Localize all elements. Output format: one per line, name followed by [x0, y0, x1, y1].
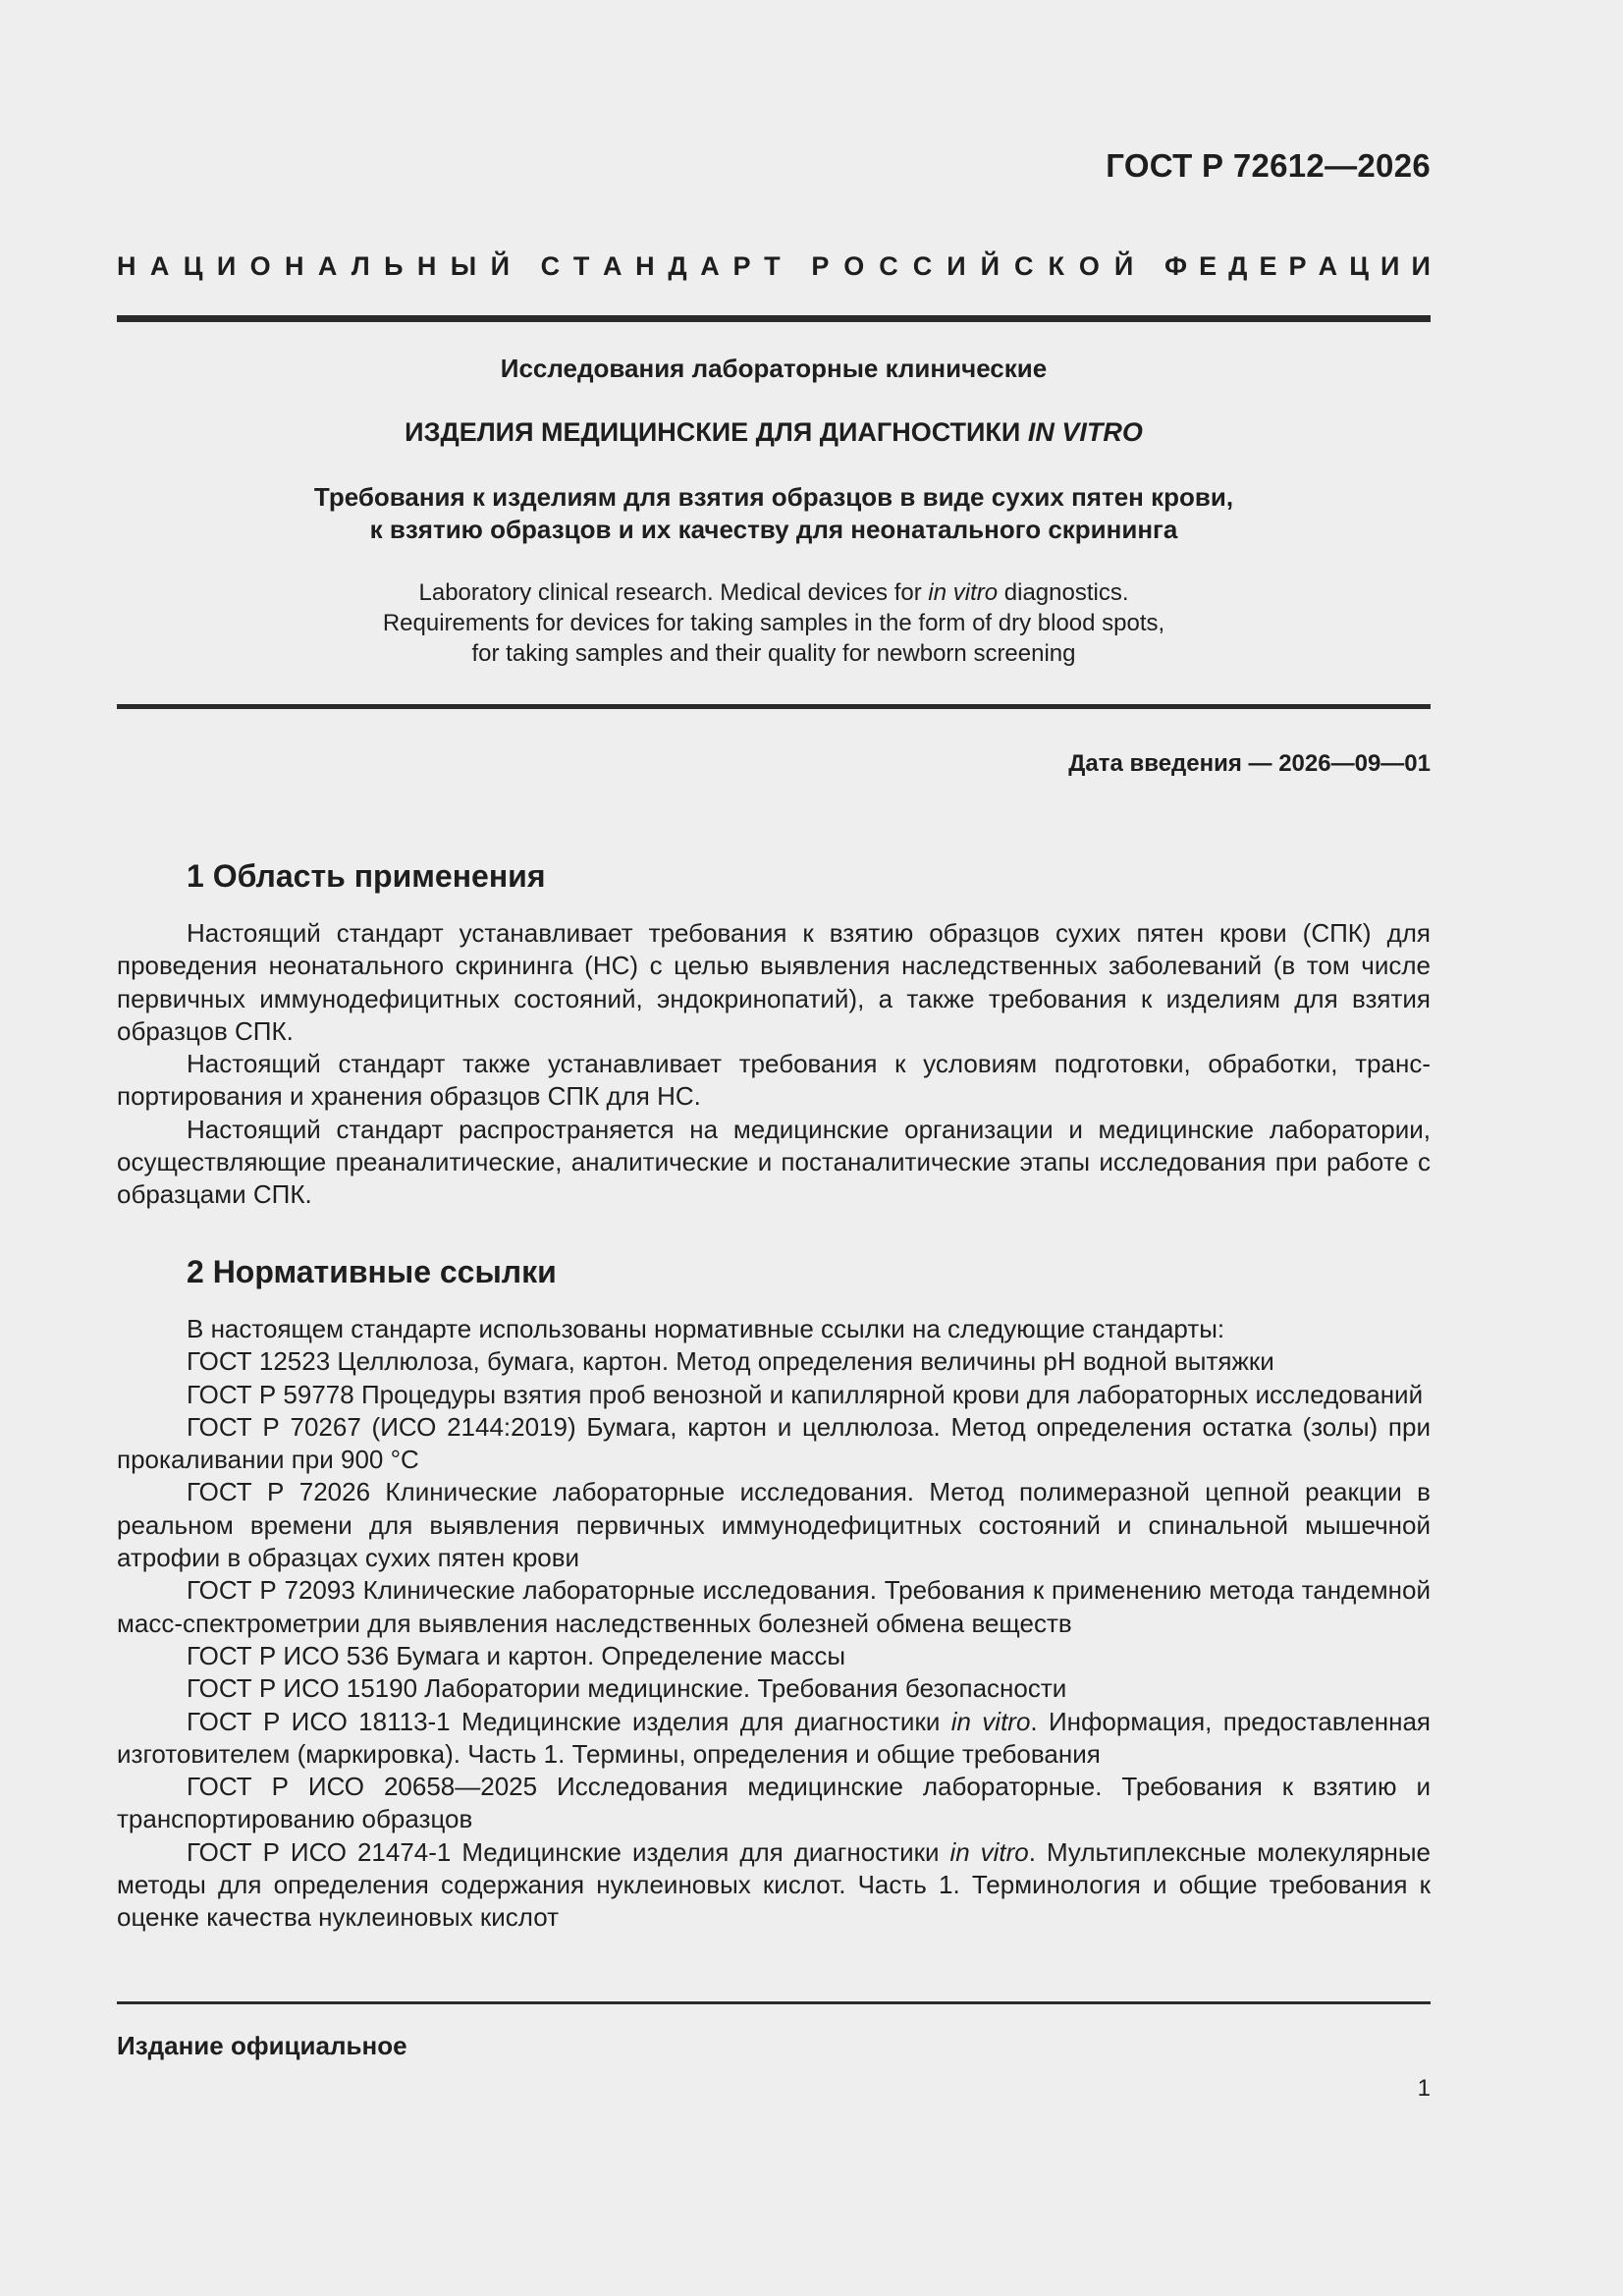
english-title-line-3: for taking samples and their quality for newborn screening — [471, 640, 1076, 667]
reference-item: ГОСТ Р 70267 (ИСО 2144:2019) Бумага, картон и целлюлоза. Метод определения остатка (золы) при прокаливании при 900 °С — [117, 1411, 1431, 1475]
page-number: 1 — [1417, 2075, 1431, 2102]
title-line-2 — [117, 417, 1431, 448]
banner-letter: С — [1013, 251, 1034, 281]
banner-letter: Д — [1228, 251, 1248, 281]
section-2-body — [117, 1313, 1431, 1935]
english-title — [117, 577, 1431, 669]
section-2-heading: 2 Нормативные ссылки — [187, 1254, 557, 1289]
reference-item: ГОСТ Р 59778 Процедуры взятия проб венозной и капиллярной крови для лабораторных исследований — [187, 1379, 1424, 1409]
reference-item-suffix: . Информация, предоставленная изготовителем (маркировка). Часть 1. Термины, определения и общие требования — [117, 1706, 1431, 1769]
banner-letter: И — [216, 251, 237, 281]
banner-letter: Ц — [1349, 251, 1369, 281]
english-title-line-2: Requirements for devices for taking samples in the form of dry blood spots, — [382, 610, 1165, 636]
reference-item-text: ГОСТ Р ИСО 18113-1 Медицинские изделия для диагностики — [187, 1706, 951, 1736]
banner-letter: О — [249, 251, 271, 281]
section-1-paragraph-3: Настоящий стандарт распространяется на медицинские организации и медицинские лаборатории, осуществляющие преаналитические, аналитические и постаналитические этапы исследования при работе с образцами СПК. — [117, 1114, 1431, 1210]
banner-letter: С — [879, 251, 898, 281]
banner-word-4 — [1164, 251, 1431, 282]
banner-letter: Л — [351, 251, 370, 281]
reference-item: ГОСТ Р ИСО 20658—2025 Исследования медицинские лабораторные. Требования к взятию и транспортированию образцов — [117, 1772, 1431, 1834]
banner-letter: Р — [732, 251, 751, 281]
banner-letter: А — [700, 251, 720, 281]
section-1-paragraph-2: Настоящий стандарт также устанавливает требования к условиям подготовки, обработки, транспортирования и хранения образцов СПК для НС. — [117, 1049, 1431, 1112]
banner-letter: О — [843, 251, 865, 281]
top-divider — [117, 315, 1431, 322]
title-line-3a: Требования к изделиям для взятия образцов в виде сухих пятен крови, — [313, 482, 1234, 512]
section-1-body — [117, 917, 1431, 1212]
section-1-heading: 1 Область применения — [187, 858, 546, 894]
banner-letter: И — [1380, 251, 1400, 281]
reference-item — [117, 1836, 1431, 1935]
banner-letter: Е — [1259, 251, 1277, 281]
reference-item-italic: in vitro — [949, 1836, 1029, 1867]
effective-date: Дата введения — 2026—09—01 — [1068, 750, 1431, 777]
banner-letter: Т — [572, 251, 590, 281]
reference-item — [117, 1706, 1431, 1772]
banner-letter: Й — [1113, 251, 1134, 281]
banner-letter: Ь — [384, 251, 404, 281]
banner-word-2 — [541, 251, 781, 282]
section-2-intro: В настоящем стандарте использованы нормативные ссылки на следующие стандарты: — [187, 1314, 1225, 1343]
reference-item-italic: in vitro — [950, 1706, 1031, 1736]
footer-divider — [117, 2001, 1431, 2004]
title-line-2-italic: IN VITRO — [1027, 417, 1143, 447]
banner-letter: Р — [811, 251, 830, 281]
reference-item: ГОСТ 12523 Целлюлоза, бумага, картон. Метод определения величины pH водной вытяжки — [187, 1346, 1274, 1377]
banner-letter: Й — [980, 251, 1000, 281]
title-line-2-text: ИЗДЕЛИЯ МЕДИЦИНСКИЕ ДЛЯ ДИАГНОСТИКИ — [405, 417, 1028, 447]
banner-letter: О — [1078, 251, 1100, 281]
banner-letter: С — [912, 251, 933, 281]
reference-item: ГОСТ Р ИСО 536 Бумага и картон. Определение массы — [187, 1640, 846, 1670]
banner-letter: Р — [1288, 251, 1307, 281]
banner-letter: К — [1048, 251, 1064, 281]
banner-letter: Ц — [183, 251, 203, 281]
banner-word-3 — [811, 251, 1133, 282]
title-bottom-divider — [117, 704, 1431, 709]
title-line-3 — [117, 481, 1431, 546]
reference-item: ГОСТ Р ИСО 15190 Лаборатории медицинские. Требования безопасности — [187, 1673, 1067, 1704]
national-standard-banner — [117, 251, 1431, 282]
banner-letter: А — [149, 251, 170, 281]
banner-word-1 — [117, 251, 510, 282]
banner-letter: Й — [490, 251, 510, 281]
title-line-3b: к взятию образцов и их качеству для неонатального скрининга — [369, 515, 1178, 544]
banner-letter: Т — [764, 251, 781, 281]
banner-letter: Ф — [1163, 251, 1188, 281]
banner-letter: Е — [1199, 251, 1217, 281]
banner-letter: А — [317, 251, 338, 281]
document-number: ГОСТ Р 72612—2026 — [1106, 147, 1431, 184]
reference-item-suffix: . Мультиплексные молекулярные методы для определения содержания нуклеиновых кислот. Часть 1. Терминология и общие требования к оценке качества нуклеиновых кислот — [117, 1836, 1431, 1933]
english-title-line-1-italic: in vitro — [928, 579, 999, 606]
banner-letter: А — [1318, 251, 1338, 281]
english-title-line-1-suffix: diagnostics. — [998, 579, 1129, 606]
document-page — [117, 0, 1431, 2296]
official-edition-label: Издание официальное — [117, 2031, 407, 2060]
banner-letter: Н — [117, 251, 136, 281]
banner-letter: Н — [635, 251, 655, 281]
banner-letter: Ы — [450, 251, 477, 281]
banner-letter: А — [603, 251, 622, 281]
banner-letter: Н — [285, 251, 304, 281]
banner-letter: И — [947, 251, 966, 281]
english-title-line-1 — [117, 577, 1431, 608]
section-1-paragraph-1: Настоящий стандарт устанавливает требования к взятию образцов сухих пятен крови (СПК) для проведения неонатального скрининга (НС) с целью выявления наследственных заболеваний (в том числе первичных иммунодефицитных состояний, эндокринопатий), а также требования к изделиям для взятия образцов СПК. — [117, 918, 1431, 1046]
banner-letter: С — [540, 251, 561, 281]
reference-item: ГОСТ Р 72026 Клинические лабораторные исследования. Метод полимеразной цепной реакции в реальном времени для выявления первичных иммунодефицитных состояний и спинальной мышечной атрофии в образцах сухих пятен крови — [117, 1477, 1431, 1573]
title-line-1: Исследования лабораторные клинические — [500, 354, 1048, 383]
banner-letter: Н — [416, 251, 437, 281]
reference-item: ГОСТ Р 72093 Клинические лабораторные исследования. Требования к применению метода тандемной масс-спектрометрии для выявления наследственных болезней обмена веществ — [117, 1575, 1431, 1638]
banner-letter: И — [1411, 251, 1431, 281]
reference-item-text: ГОСТ Р ИСО 21474-1 Медицинские изделия для диагностики — [187, 1836, 950, 1867]
banner-letter: Д — [668, 251, 687, 281]
english-title-line-1-text: Laboratory clinical research. Medical devices for — [418, 579, 929, 606]
